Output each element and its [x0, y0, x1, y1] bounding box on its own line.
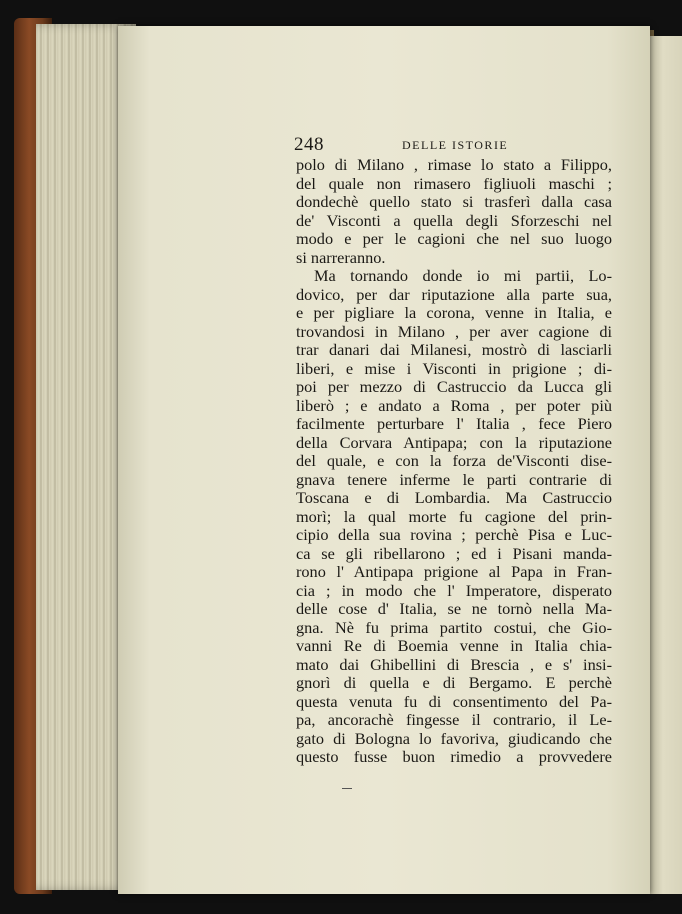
text-line: del quale non rimasero figliuoli maschi ; [296, 173, 612, 193]
text-line: questa venuta fu di consentimento del Pa- [296, 691, 612, 711]
text-line: vanni Re di Boemia venne in Italia chia- [296, 636, 612, 655]
text-line: mato dai Ghibellini di Brescia , e s' insi- [296, 654, 612, 674]
text-line: cipio della sua rovina ; perchè Pisa e Luc- [296, 525, 612, 544]
text-line: Toscana e di Lombardia. Ma Castruccio [296, 488, 612, 507]
page-header [294, 134, 612, 156]
page-number: 248 [294, 134, 324, 155]
text-line: si narreranno. [296, 247, 386, 267]
text-line: poi per mezzo di Castruccio da Lucca gli [296, 377, 612, 396]
text-line: cia ; in modo che l' Imperatore, disperato [296, 580, 612, 600]
text-line: della Corvara Antipapa; con la riputazione [296, 432, 612, 452]
text-line: trovandosi in Milano , per aver cagione di [296, 321, 612, 341]
text-line: gnorì di quella e di Bergamo. E perchè [296, 673, 612, 692]
text-line: del quale, e con la forza de'Visconti dise- [296, 451, 612, 470]
text-line: polo di Milano , rimase lo stato a Filippo, [296, 155, 612, 174]
running-title: DELLE ISTORIE [402, 138, 509, 152]
text-line: dovico, per dar riputazione alla parte sua, [296, 284, 612, 304]
text-line: trar danari dai Milanesi, mostrò di lasciarli [296, 340, 612, 359]
text-line: liberò ; e andato a Roma , per poter più [296, 395, 612, 415]
text-line: gnava tenere inferme le parti contrarie di [296, 469, 612, 489]
text-line: delle cose d' Italia, se ne tornò nella Ma- [296, 599, 612, 618]
text-line: questo fusse buon rimedio a provvedere [296, 747, 612, 766]
text-line: pa, ancorachè fingesse il contrario, il Le- [296, 710, 612, 729]
text-line: e per pigliare la corona, venne in Italia, e [296, 303, 612, 322]
text-line: modo e per le cagioni che nel suo luogo [296, 229, 612, 248]
text-line: Ma tornando donde io mi partii, Lo- [314, 266, 612, 285]
body-text [296, 156, 612, 767]
text-line: liberi, e mise i Visconti in prigione ; di- [296, 358, 612, 378]
facing-page-edge [650, 36, 682, 894]
text-line: rono l' Antipapa prigione al Papa in Fran- [296, 562, 612, 581]
text-line: morì; la qual morte fu cagione del prin- [296, 506, 612, 526]
text-line: ca se gli ribellarono ; ed i Pisani manda- [296, 543, 612, 563]
text-line: gna. Nè fu prima partito costui, che Gio- [296, 617, 612, 637]
text-line: dondechè quello stato si trasferì dalla casa [296, 192, 612, 211]
text-line: de' Visconti a quella degli Sforzeschi nel [296, 210, 612, 230]
text-line: gato di Bologna lo favoriva, giudicando che [296, 728, 612, 748]
printer-mark [342, 788, 352, 789]
text-line: facilmente perturbare l' Italia , fece Piero [296, 414, 612, 433]
